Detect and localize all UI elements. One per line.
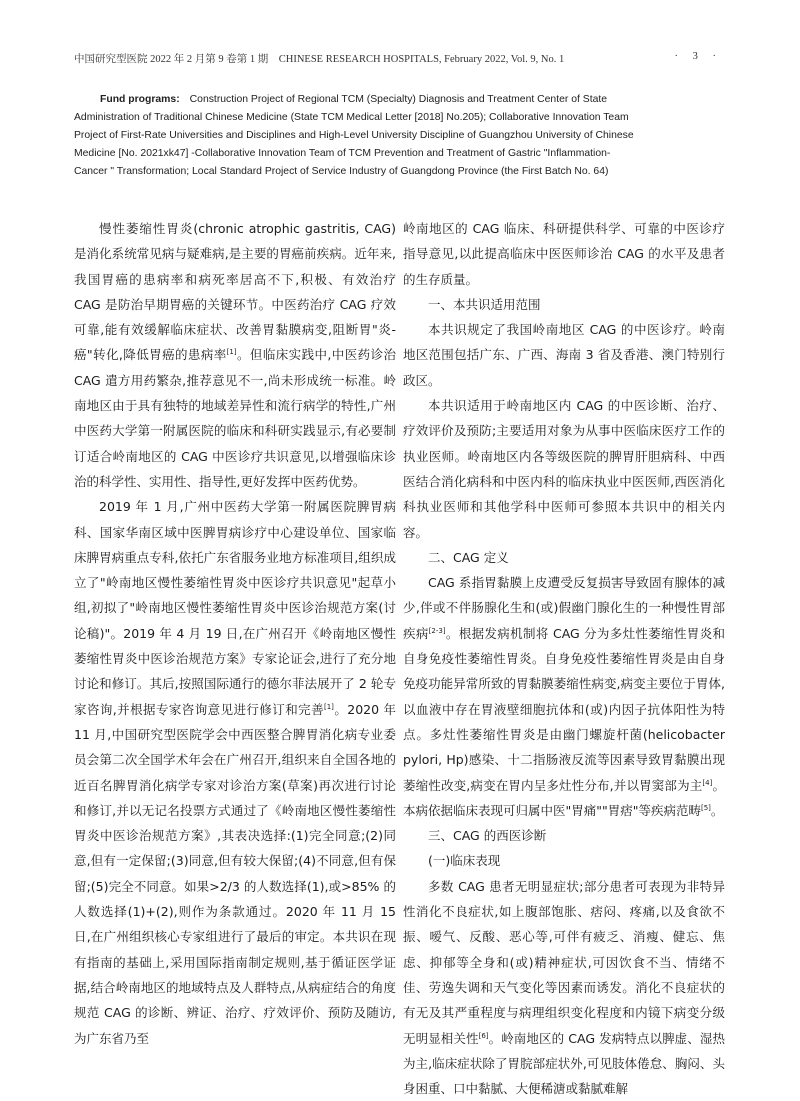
reference-mark: [1] <box>226 348 237 357</box>
reference-mark: [4] <box>702 778 713 787</box>
paragraph-text: 。本病依据临床表现可归属中医"胃痛""胃痞"等疾病范畴 <box>403 777 725 818</box>
paragraph-text: 。2020 年 11 月,中国研究型医院学会中西医整合脾胃消化病专业委员会第二次全国学术年会在广州召开,组织来自全国各地的近百名脾胃消化病学专家对诊治方案(草案)再次进行讨论和修订,并以无记名投票方式通过了《岭南地区慢性萎缩性胃炎中医诊治规范方案》,其表决选择:(1)完全同意;(2)同意,但有一定保留;(3)同意,但有较大保留;(4)不同意,但有保留;(5)完全不同意。如果>2/3 的人数选择(1),或>85% 的人数选择(1)+(2),则作为条款通过。2020 年 11 月 15 日,在广州组织核心专家组进行了最后的审定。本共识在现有指南的基础上,采用国际指南制定规则,基于循证医学证据,结合岭南地区的地域特点及人群特点,从病症结合的角度规范 CAG 的诊断、辨证、治疗、疗效评价、预防及随访,为广东省乃至 <box>74 701 396 1046</box>
paragraph-text: 慢性萎缩性胃炎(chronic atrophic gastritis, CAG)是消化系统常见病与疑难病,是主要的胃癌前疾病。近年来,我国胃癌的患病率和病死率居高不下,积极、有效治疗 CAG 是防治早期胃癌的关键环节。中医药治疗 CAG 疗效可靠,能有效缓解临床症状、改善胃黏膜病变,阻断胃"炎-癌"转化,降低胃癌的患病率 <box>74 221 396 363</box>
paragraph <box>74 216 396 494</box>
left-column <box>74 216 396 1051</box>
paragraph-text: 多数 CAG 患者无明显症状;部分患者可表现为非特异性消化不良症状,如上腹部饱胀、痞闷、疼痛,以及食欲不振、嗳气、反酸、恶心等,可伴有疲乏、消瘦、健忘、焦虑、抑郁等全身和(或)精神症状,可因饮食不当、情绪不佳、劳逸失调和天气变化等因素而诱发。消化不良症状的有无及其严重程度与病理组织变化程度和内镜下病变分级无明显相关性 <box>403 878 725 1046</box>
paragraph <box>403 570 725 823</box>
reference-mark: [6] <box>478 1031 489 1040</box>
paragraph-text: CAG 系指胃黏膜上皮遭受反复损害导致固有腺体的减少,伴或不伴肠腺化生和(或)假幽门腺化生的一种慢性胃部疾病 <box>403 575 725 641</box>
reference-mark: [5] <box>701 803 711 812</box>
paragraph <box>74 494 396 1051</box>
paragraph-text: 2019 年 1 月,广州中医药大学第一附属医院脾胃病科、国家华南区域中医脾胃病诊疗中心建设单位、国家临床脾胃病重点专科,依托广东省服务业地方标准项目,组织成立了"岭南地区慢性萎缩性胃炎中医诊疗共识意见"起草小组,初拟了"岭南地区慢性萎缩性胃炎中医诊治规范方案(讨论稿)"。2019 年 4 月 19 日,在广州召开《岭南地区慢性萎缩性胃炎中医诊治规范方案》专家论证会,进行了充分地讨论和修订。其后,按照国际通行的德尔菲法展开了 2 轮专家咨询,并根据专家咨询意见进行修订和完善 <box>74 499 396 717</box>
section-heading: 二、CAG 定义 <box>428 549 509 565</box>
fund-programs <box>74 91 634 181</box>
reference-mark: [2-3] <box>428 626 446 635</box>
section-heading: 一、本共识适用范围 <box>428 296 541 312</box>
paragraph: 岭南地区的 CAG 临床、科研提供科学、可靠的中医诊疗指导意见,以此提高临床中医医师诊治 CAG 的水平及患者的生存质量。 <box>403 221 725 287</box>
paragraph-text: 。岭南地区的 CAG 发病特点以脾虚、湿热为主,临床症状除了胃脘部症状外,可见肢体倦怠、胸闷、头身困重、口中黏腻、大便稀溏或黏腻难解 <box>403 1030 725 1097</box>
reference-mark: [1] <box>324 702 334 711</box>
section-heading: 三、CAG 的西医诊断 <box>428 828 547 844</box>
paragraph <box>403 874 725 1101</box>
right-column <box>403 216 725 1101</box>
paragraph: 本共识规定了我国岭南地区 CAG 的中医诊疗。岭南地区范围包括广东、广西、海南 3 省及香港、澳门特别行政区。 <box>403 322 725 388</box>
running-head <box>74 49 726 69</box>
paragraph: 本共识适用于岭南地区内 CAG 的中医诊断、治疗、疗效评价及预防;主要适用对象为从事中医临床医疗工作的执业医师。岭南地区内各等级医院的脾胃肝胆病科、中西医结合消化病科和中医内科的临床执业中医医师,西医消化科执业医师和其他学科中医师可参照本共识中的相关内容。 <box>403 398 725 540</box>
paragraph-text: 。但临床实践中,中医药诊治 CAG 遣方用药繁杂,推荐意见不一,尚未形成统一标准。岭南地区由于具有独特的地域差异性和流行病学的特性,广州中医药大学第一附属医院的临床和科研实践显示,有必要制订适合岭南地区的 CAG 中医诊疗共识意见,以增强临床诊治的科学性、实用性、指导性,更好发挥中医药优势。 <box>74 347 396 489</box>
fund-label: Fund programs: <box>100 94 180 105</box>
journal-citation: 中国研究型医院 2022 年 2 月第 9 卷第 1 期 CHINESE RESEARCH HOSPITALS, February 2022, Vol. 9, No. 1 <box>74 54 565 65</box>
paragraph-text: 。根据发病机制将 CAG 分为多灶性萎缩性胃炎和自身免疫性萎缩性胃炎。自身免疫性萎缩性胃炎是由自身免疫功能异常所致的胃黏膜萎缩性病变,病变主要位于胃体,以血液中存在胃液壁细胞抗体和(或)内因子抗体阳性为特点。多灶性萎缩性胃炎是由幽门螺旋杆菌(helicobacter pylori, Hp)感染、十二指肠液反流等因素导致胃黏膜出现萎缩性改变,病变在胃内呈多灶性分布,并以胃窦部为主 <box>403 625 725 793</box>
subsection-heading: (一)临床表现 <box>428 853 501 869</box>
page-number: · 3 · <box>674 51 722 62</box>
paragraph-text: 。 <box>710 802 724 818</box>
fund-text: Construction Project of Regional TCM (Specialty) Diagnosis and Treatment Center of State Administration of Traditional Chinese Medicine (State TCM Medical Letter [2018] No.205); Collaborative Innovation Team Project of First-Rate Universities and Disciplines and High-Level University Discipline of Guangzhou University of Chinese Medicine [No. 2021xk47] -Collaborative Innovation Team of TCM Prevention and Treatment of Gastric "Inflammation-Cancer " Transformation; Local Standard Project of Service Industry of Guangdong Province (the First Batch No. 64) <box>74 94 634 177</box>
